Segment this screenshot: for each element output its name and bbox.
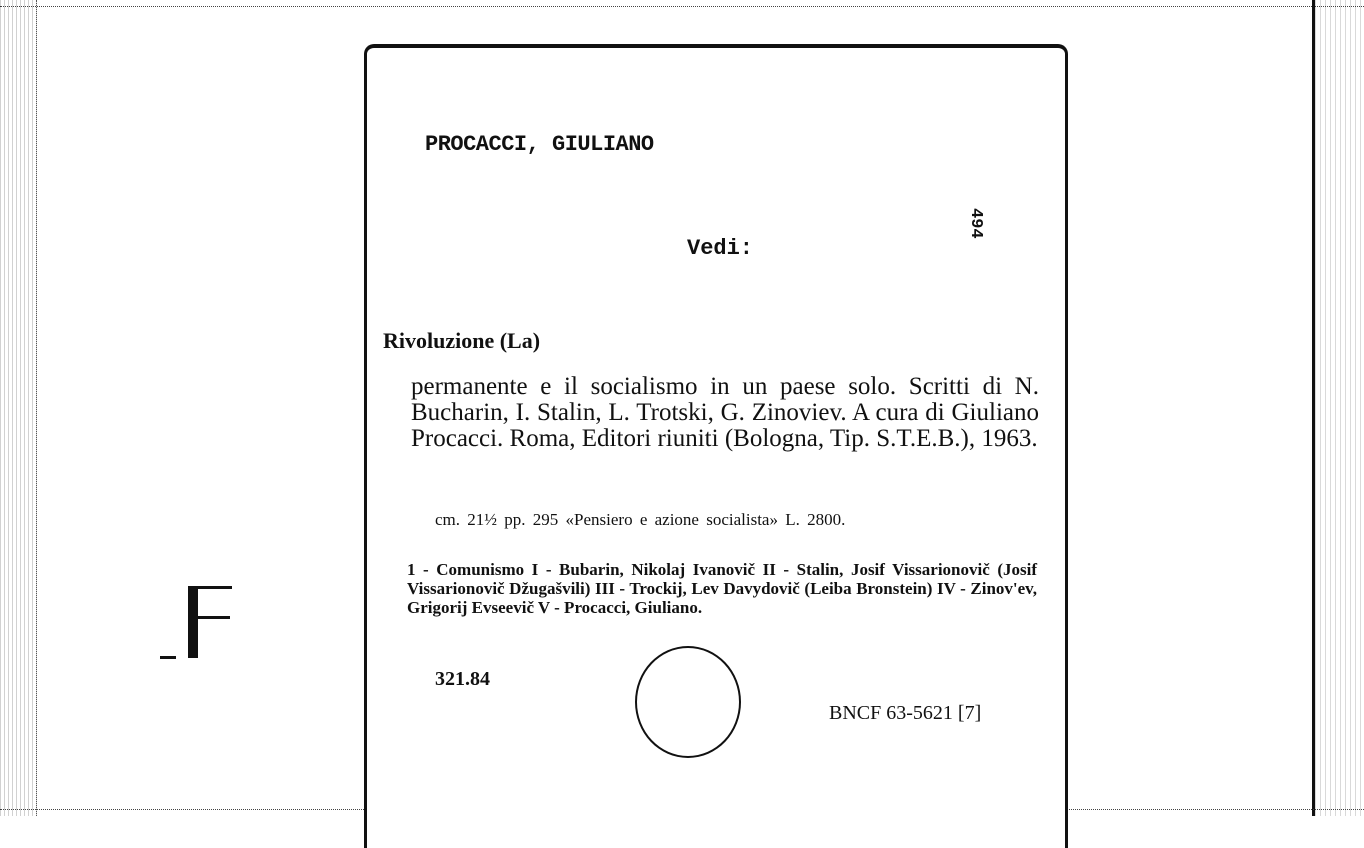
stamp-circle (635, 646, 741, 758)
bncf-code: BNCF 63-5621 [7] (829, 702, 982, 724)
physical-description: cm. 21½ pp. 295 «Pensiero e azione socialista» L. 2800. (435, 510, 846, 529)
subject-headings: 1 - Comunismo I - Bubarin, Nikolaj Ivanovič II - Stalin, Josif Vissarionovič (Josif Vissarionovič Džugašvili) III - Trockij, Lev Davydovič (Leiba Bronstein) IV - Zinov'ev, Grigorij Evseevič V - Procacci, Giuliano. (407, 560, 1037, 617)
f-shaped-mark (160, 586, 240, 662)
scan-right-border (1312, 0, 1364, 816)
classmark: 321.84 (435, 668, 490, 690)
card-heading: PROCACCI, GIULIANO (425, 132, 654, 157)
see-label: Vedi: (687, 236, 754, 261)
card-title: Rivoluzione (La) (383, 328, 541, 353)
card-body-text: permanente e il socialismo in un paese solo. Scritti di N. Bucharin, I. Stalin, L. Trotski, G. Zinoviev. A cura di Giuliano Procacci. Roma, Editori riuniti (Bologna, Tip. S.T.E.B.), 1963. (411, 373, 1039, 452)
scan-left-border (0, 0, 37, 816)
card-number: 494 (966, 208, 985, 239)
scan-top-edge (0, 0, 1364, 7)
catalog-card (364, 44, 1068, 848)
